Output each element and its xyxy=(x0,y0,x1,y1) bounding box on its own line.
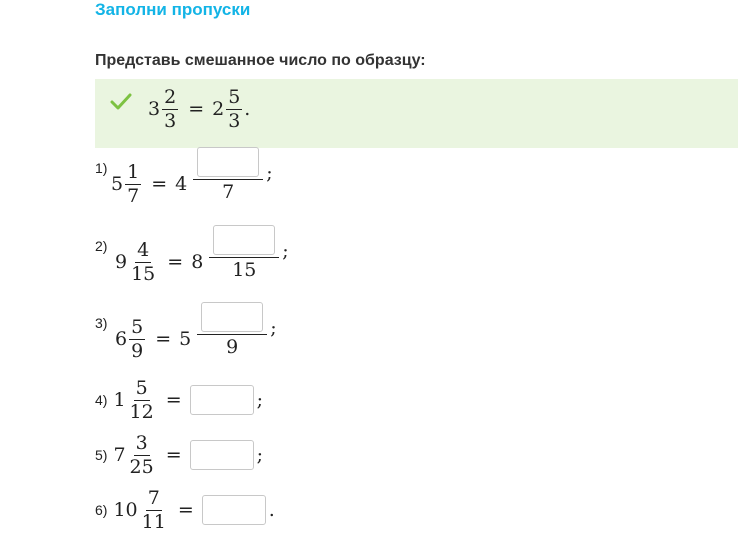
exercise-item-6 xyxy=(95,488,275,533)
item-label: 1) xyxy=(95,160,108,176)
item-label: 6) xyxy=(95,502,108,519)
example-whole: 3 xyxy=(148,98,161,121)
exercise-item-4 xyxy=(95,378,263,423)
item-label: 4) xyxy=(95,392,108,409)
example-box xyxy=(95,79,738,148)
answer-input-1-numerator[interactable] xyxy=(197,147,259,177)
item-expression: 6 $\frac{5}{9}$ = 5 9 ; xyxy=(115,317,277,362)
exercise-item-5 xyxy=(95,433,263,478)
item-expression: 9 $\frac{4}{15}$ = 8 15 ; xyxy=(115,240,289,285)
item-expression: 6) 10 $\frac{7}{11}$ = . xyxy=(95,487,275,533)
item-label: 5) xyxy=(95,447,108,464)
item-expression: 5) 7 $\frac{3}{25}$ = ; xyxy=(95,432,264,478)
example-result-whole: 2 xyxy=(212,98,225,121)
equals-sign: = xyxy=(188,98,205,121)
answer-input-6[interactable] xyxy=(202,495,266,525)
example-expression xyxy=(148,87,250,132)
page-title: Заполни пропуски xyxy=(95,0,251,19)
example-result-fraction: $\frac{5}{3}$ xyxy=(228,86,241,132)
answer-input-3-numerator[interactable] xyxy=(201,302,263,332)
item-label: 3) xyxy=(95,315,108,331)
item-expression: 5 $\frac{1}{7}$ = 4 7 ; xyxy=(111,162,273,207)
check-icon xyxy=(110,93,132,111)
example-end: . xyxy=(244,98,251,121)
answer-input-4[interactable] xyxy=(190,385,254,415)
item-label: 2) xyxy=(95,238,108,254)
instruction-text: Представь смешанное число по образцу: xyxy=(95,52,426,69)
answer-input-5[interactable] xyxy=(190,440,254,470)
answer-input-2-numerator[interactable] xyxy=(213,225,275,255)
item-expression: 4) 1 $\frac{5}{12}$ = ; xyxy=(95,377,264,423)
example-fraction: $\frac{2}{3}$ xyxy=(164,86,177,132)
